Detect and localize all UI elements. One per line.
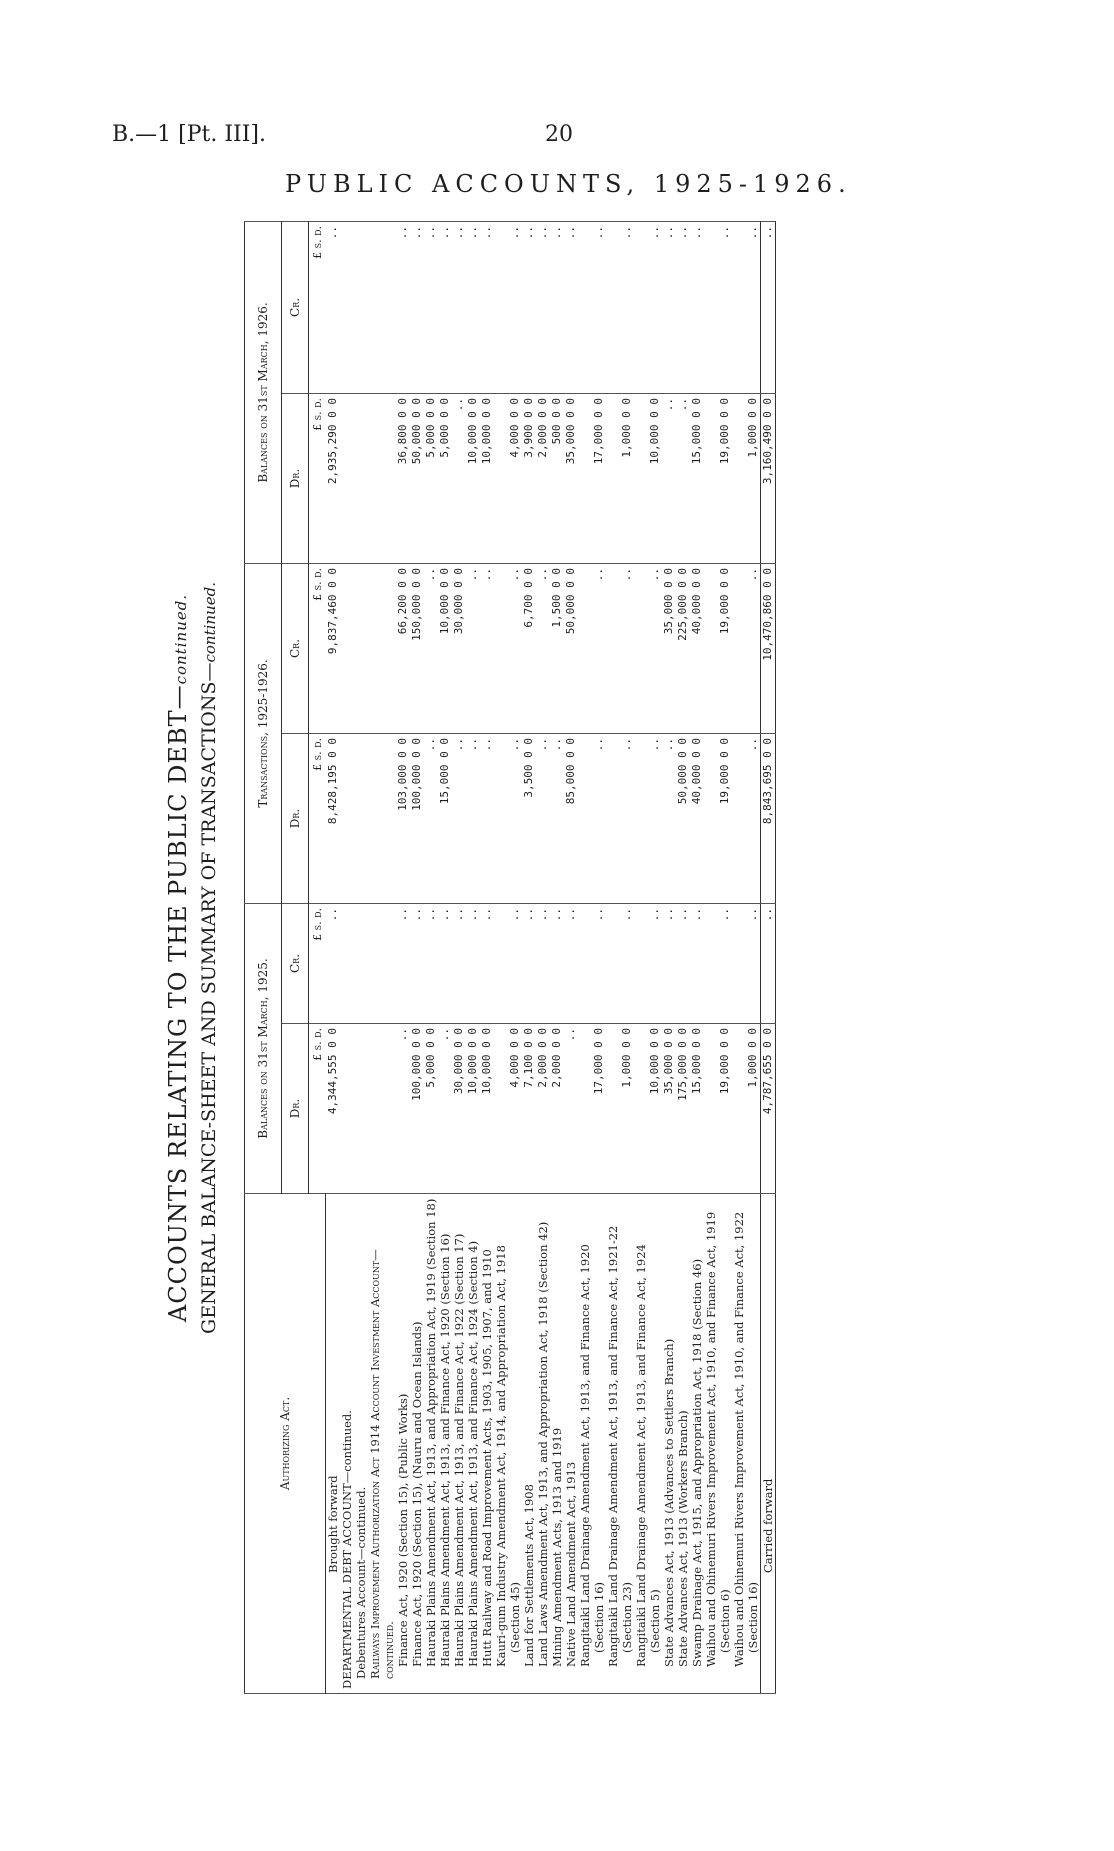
cell-b26dr: 5,000 0 0 — [438, 393, 452, 563]
table-row — [662, 221, 676, 1693]
cell-b26cr: .. — [676, 221, 690, 393]
cell-tdr: 85,000 0 0 — [564, 733, 578, 903]
cell-tcr — [354, 563, 368, 733]
cell-b26dr: 50,000 0 0 — [410, 393, 424, 563]
table-row — [424, 221, 438, 1693]
cell-tdr: .. — [466, 733, 480, 903]
row-act-label: Hauraki Plains Amendment Act, 1913, and Finance Act, 1922 (Section 17) — [452, 1194, 466, 1694]
col-header-dr: Dr. — [282, 393, 309, 563]
cell-tcr: 19,000 0 0 — [704, 563, 732, 733]
cell-b26dr: 35,000 0 0 — [564, 393, 578, 563]
cell-tcr: 1,500 0 0 — [550, 563, 564, 733]
cell-tcr: 40,000 0 0 — [690, 563, 704, 733]
table-row — [536, 221, 550, 1693]
table-row — [396, 221, 410, 1693]
cell-tcr: .. — [494, 563, 522, 733]
cell-tcr: .. — [578, 563, 606, 733]
cell-b25cr: .. — [564, 903, 578, 1023]
cell-b25cr: .. — [760, 903, 775, 1023]
table-row — [410, 221, 424, 1693]
cell-b26cr: .. — [438, 221, 452, 393]
cell-b26cr: .. — [480, 221, 494, 393]
table-row — [578, 221, 606, 1693]
cell-b25cr: .. — [466, 903, 480, 1023]
table-row — [480, 221, 494, 1693]
cell-b26cr: .. — [564, 221, 578, 393]
cell-tdr: 19,000 0 0 — [704, 733, 732, 903]
cell-b25dr — [354, 1024, 368, 1194]
table-subtitle — [198, 222, 220, 1694]
cell-b25dr — [368, 1024, 396, 1194]
cell-b26dr: 10,000 0 0 — [466, 393, 480, 563]
table-row — [452, 221, 466, 1693]
col-header-cr: Cr. — [282, 563, 309, 733]
cell-b25cr: .. — [704, 903, 732, 1023]
cell-b26cr: .. — [578, 221, 606, 393]
cell-b26cr: .. — [760, 221, 775, 393]
cell-b25cr: .. — [325, 903, 340, 1023]
cell-b25cr: .. — [578, 903, 606, 1023]
cell-b25dr — [340, 1024, 354, 1194]
cell-b26cr: .. — [466, 221, 480, 393]
cell-b25dr: 15,000 0 0 — [690, 1024, 704, 1194]
table-row — [732, 221, 761, 1693]
cell-b25cr — [368, 903, 396, 1023]
cell-b26cr: .. — [662, 221, 676, 393]
col-units: £ s. d. — [309, 393, 326, 563]
cell-tdr: .. — [536, 733, 550, 903]
cell-b25cr: .. — [522, 903, 536, 1023]
cell-b26dr: 17,000 0 0 — [578, 393, 606, 563]
cell-b26dr: 2,935,290 0 0 — [325, 393, 340, 563]
table-body — [325, 221, 775, 1693]
table-titles — [160, 222, 240, 1694]
cell-b26cr: .. — [410, 221, 424, 393]
col-header-balances-1926: Balances on 31st March, 1926. — [245, 221, 282, 563]
cell-tdr: .. — [550, 733, 564, 903]
cell-b25dr: 2,000 0 0 — [536, 1024, 550, 1194]
row-act-label: Hutt Railway and Road Improvement Acts, 1903, 1905, 1907, and 1910 — [480, 1194, 494, 1694]
cell-tdr: 50,000 0 0 — [676, 733, 690, 903]
cell-tcr: 10,000 0 0 — [438, 563, 452, 733]
cell-tdr: 103,000 0 0 — [396, 733, 410, 903]
cell-tcr: 50,000 0 0 — [564, 563, 578, 733]
cell-b26cr: .. — [396, 221, 410, 393]
row-act-label: Mining Amendment Acts, 1913 and 1919 — [550, 1194, 564, 1694]
row-act-label: Finance Act, 1920 (Section 15), (Nauru and Ocean Islands) — [410, 1194, 424, 1694]
cell-tdr: .. — [452, 733, 466, 903]
cell-b26dr: 3,160,490 0 0 — [760, 393, 775, 563]
total-row — [760, 221, 775, 1693]
cell-b25dr: 17,000 0 0 — [578, 1024, 606, 1194]
cell-b25cr: .. — [424, 903, 438, 1023]
cell-b25dr: 5,000 0 0 — [424, 1024, 438, 1194]
cell-b25dr: 4,787,655 0 0 — [760, 1024, 775, 1194]
row-act-label: Kauri-gum Industry Amendment Act, 1914, and Appropriation Act, 1918 (Section 45) — [494, 1194, 522, 1694]
cell-tcr: .. — [480, 563, 494, 733]
cell-b25dr: 2,000 0 0 — [550, 1024, 564, 1194]
cell-b25cr: .. — [662, 903, 676, 1023]
cell-b25cr: .. — [438, 903, 452, 1023]
cell-b26cr: .. — [325, 221, 340, 393]
row-act-label: Swamp Drainage Act, 1915, and Appropriation Act, 1918 (Section 46) — [690, 1194, 704, 1694]
cell-tdr — [340, 733, 354, 903]
cell-b25cr: .. — [550, 903, 564, 1023]
cell-tcr: .. — [424, 563, 438, 733]
row-act-label: Finance Act, 1920 (Section 15), (Public Works) — [396, 1194, 410, 1694]
table-row — [438, 221, 452, 1693]
cell-b26dr: 5,000 0 0 — [424, 393, 438, 563]
col-units: £ s. d. — [309, 221, 326, 393]
cell-tdr: .. — [480, 733, 494, 903]
rotated-table-container — [160, 222, 1000, 1694]
table-row — [340, 221, 354, 1693]
cell-tdr: 40,000 0 0 — [690, 733, 704, 903]
cell-tdr: .. — [606, 733, 634, 903]
row-act-label: Debentures Account—continued. — [354, 1194, 368, 1694]
cell-tdr: 100,000 0 0 — [410, 733, 424, 903]
cell-tdr: 15,000 0 0 — [438, 733, 452, 903]
cell-b26dr: 2,000 0 0 — [536, 393, 550, 563]
row-act-label: State Advances Act, 1913 (Workers Branch) — [676, 1194, 690, 1694]
cell-b26cr — [340, 221, 354, 393]
cell-tcr: .. — [732, 563, 761, 733]
cell-b25dr: 1,000 0 0 — [606, 1024, 634, 1194]
row-act-label: Hauraki Plains Amendment Act, 1913, and Finance Act, 1924 (Section 4) — [466, 1194, 480, 1694]
table-row — [368, 221, 396, 1693]
cell-b25cr — [354, 903, 368, 1023]
cell-tcr: 10,470,860 0 0 — [760, 563, 775, 733]
table-subtitle-suffix: continued. — [201, 582, 219, 663]
cell-b25dr: 7,100 0 0 — [522, 1024, 536, 1194]
cell-b26dr: 15,000 0 0 — [690, 393, 704, 563]
col-header-balances-1925: Balances on 31st March, 1925. — [245, 903, 282, 1193]
cell-tcr: .. — [536, 563, 550, 733]
col-header-act: Authorizing Act. — [245, 1194, 326, 1694]
cell-b26dr — [368, 393, 396, 563]
table-row — [354, 221, 368, 1693]
col-units: £ s. d. — [309, 563, 326, 733]
cell-b26dr: .. — [452, 393, 466, 563]
table-row — [704, 221, 732, 1693]
cell-b26dr: .. — [662, 393, 676, 563]
row-act-label: Waihou and Ohinemuri Rivers Improvement Act, 1910, and Finance Act, 1919 (Section 6) — [704, 1194, 732, 1694]
row-act-label: Waihou and Ohinemuri Rivers Improvement Act, 1910, and Finance Act, 1922 (Section 16) — [732, 1194, 761, 1694]
cell-tdr — [368, 733, 396, 903]
cell-tdr: .. — [662, 733, 676, 903]
cell-b25cr: .. — [396, 903, 410, 1023]
row-act-label: Brought forward — [325, 1194, 340, 1694]
cell-b25cr — [340, 903, 354, 1023]
table-row — [494, 221, 522, 1693]
table-row — [522, 221, 536, 1693]
cell-tdr: .. — [578, 733, 606, 903]
cell-b26dr: 1,000 0 0 — [606, 393, 634, 563]
cell-b25dr: 10,000 0 0 — [634, 1024, 662, 1194]
cell-tdr: 3,500 0 0 — [522, 733, 536, 903]
cell-tcr: 6,700 0 0 — [522, 563, 536, 733]
table-row — [550, 221, 564, 1693]
cell-b25dr: 100,000 0 0 — [410, 1024, 424, 1194]
cell-tcr: .. — [634, 563, 662, 733]
col-units: £ s. d. — [309, 1024, 326, 1194]
cell-b25dr: 10,000 0 0 — [480, 1024, 494, 1194]
cell-tcr — [368, 563, 396, 733]
cell-tcr: 9,837,460 0 0 — [325, 563, 340, 733]
col-units: £ s. d. — [309, 733, 326, 903]
table-subtitle-main: GENERAL BALANCE-SHEET AND SUMMARY OF TRANSACTIONS— — [198, 662, 220, 1334]
cell-b25dr: 30,000 0 0 — [452, 1024, 466, 1194]
cell-b26dr — [340, 393, 354, 563]
table-row — [690, 221, 704, 1693]
cell-b25dr: 1,000 0 0 — [732, 1024, 761, 1194]
document-reference: B.—1 [Pt. III]. — [112, 122, 267, 147]
table-row — [676, 221, 690, 1693]
table-title-main: ACCOUNTS RELATING TO THE PUBLIC DEBT— — [164, 684, 192, 1323]
cell-b25dr: 4,344,555 0 0 — [325, 1024, 340, 1194]
page-number: 20 — [545, 122, 573, 147]
row-act-label: DEPARTMENTAL DEBT ACCOUNT—continued. — [340, 1194, 354, 1694]
cell-b25cr: .. — [410, 903, 424, 1023]
row-act-label: Hauraki Plains Amendment Act, 1913, and Finance Act, 1920 (Section 16) — [438, 1194, 452, 1694]
cell-b25dr: .. — [438, 1024, 452, 1194]
cell-b26dr: 10,000 0 0 — [480, 393, 494, 563]
cell-b26cr: .. — [732, 221, 761, 393]
cell-b25dr: 35,000 0 0 — [662, 1024, 676, 1194]
row-act-label: Land for Settlements Act, 1908 — [522, 1194, 536, 1694]
cell-b26dr: 1,000 0 0 — [732, 393, 761, 563]
row-act-label: Rangitaiki Land Drainage Amendment Act, 1913, and Finance Act, 1921-22 (Section 23) — [606, 1194, 634, 1694]
cell-b26cr — [354, 221, 368, 393]
cell-b25dr: 10,000 0 0 — [466, 1024, 480, 1194]
cell-b26dr — [354, 393, 368, 563]
cell-b25cr: .. — [536, 903, 550, 1023]
cell-b26cr: .. — [424, 221, 438, 393]
cell-tcr: 150,000 0 0 — [410, 563, 424, 733]
cell-tcr: 66,200 0 0 — [396, 563, 410, 733]
cell-tdr — [354, 733, 368, 903]
col-header-dr: Dr. — [282, 1024, 309, 1194]
cell-tcr: 225,000 0 0 — [676, 563, 690, 733]
cell-tcr: 35,000 0 0 — [662, 563, 676, 733]
table-row — [606, 221, 634, 1693]
cell-b25cr: .. — [606, 903, 634, 1023]
cell-tcr: .. — [466, 563, 480, 733]
cell-tcr: .. — [606, 563, 634, 733]
cell-b25dr: 175,000 0 0 — [676, 1024, 690, 1194]
table-row — [634, 221, 662, 1693]
cell-b26cr: .. — [550, 221, 564, 393]
cell-tdr: 8,428,195 0 0 — [325, 733, 340, 903]
col-header-cr: Cr. — [282, 221, 309, 393]
col-header-cr: Cr. — [282, 903, 309, 1023]
cell-tdr: 8,843,695 0 0 — [760, 733, 775, 903]
table-title-suffix: continued. — [172, 593, 190, 685]
cell-b25cr: .. — [480, 903, 494, 1023]
cell-b25dr: 4,000 0 0 — [494, 1024, 522, 1194]
cell-b25dr: 19,000 0 0 — [704, 1024, 732, 1194]
row-act-label: State Advances Act, 1913 (Advances to Settlers Branch) — [662, 1194, 676, 1694]
page-title: PUBLIC ACCOUNTS, 1925-1926. — [285, 170, 852, 198]
row-act-label: Native Land Amendment Act, 1913 — [564, 1194, 578, 1694]
col-header-transactions: Transactions, 1925-1926. — [245, 563, 282, 903]
row-act-label: Hauraki Plains Amendment Act, 1913, and Appropriation Act, 1919 (Section 18) — [424, 1194, 438, 1694]
cell-b25dr: .. — [396, 1024, 410, 1194]
cell-b25dr: .. — [564, 1024, 578, 1194]
cell-b26cr: .. — [606, 221, 634, 393]
cell-b26dr: 36,800 0 0 — [396, 393, 410, 563]
cell-tdr: .. — [494, 733, 522, 903]
cell-b25cr: .. — [732, 903, 761, 1023]
cell-b26cr: .. — [494, 221, 522, 393]
row-act-label: Land Laws Amendment Act, 1913, and Appropriation Act, 1918 (Section 42) — [536, 1194, 550, 1694]
table-row — [466, 221, 480, 1693]
cell-b26cr: .. — [536, 221, 550, 393]
cell-b25cr: .. — [494, 903, 522, 1023]
cell-b26dr: 3,900 0 0 — [522, 393, 536, 563]
row-act-label: Carried forward — [760, 1194, 775, 1694]
cell-b25cr: .. — [676, 903, 690, 1023]
cell-b26dr: .. — [676, 393, 690, 563]
cell-b25cr: .. — [452, 903, 466, 1023]
cell-b25cr: .. — [634, 903, 662, 1023]
cell-tcr: 30,000 0 0 — [452, 563, 466, 733]
cell-b26cr: .. — [690, 221, 704, 393]
cell-b26dr: 4,000 0 0 — [494, 393, 522, 563]
cell-b26dr: 19,000 0 0 — [704, 393, 732, 563]
balance-sheet-table — [244, 221, 776, 1694]
table-row — [564, 221, 578, 1693]
row-act-label: Rangitaiki Land Drainage Amendment Act, 1913, and Finance Act, 1924 (Section 5) — [634, 1194, 662, 1694]
row-act-label: Railways Improvement Authorization Act 1914 Account Investment Account—continued. — [368, 1194, 396, 1694]
table-row — [325, 221, 340, 1693]
cell-b26dr: 10,000 0 0 — [634, 393, 662, 563]
cell-tdr: .. — [634, 733, 662, 903]
table-title — [164, 222, 192, 1694]
cell-b26cr — [368, 221, 396, 393]
cell-b25cr: .. — [690, 903, 704, 1023]
col-header-dr: Dr. — [282, 733, 309, 903]
cell-tdr: .. — [732, 733, 761, 903]
col-units: £ s. d. — [309, 903, 326, 1023]
cell-tcr — [340, 563, 354, 733]
cell-b26cr: .. — [704, 221, 732, 393]
cell-b26dr: 500 0 0 — [550, 393, 564, 563]
cell-tdr: .. — [424, 733, 438, 903]
cell-b26cr: .. — [452, 221, 466, 393]
cell-b26cr: .. — [522, 221, 536, 393]
row-act-label: Rangitaiki Land Drainage Amendment Act, 1913, and Finance Act, 1920 (Section 16) — [578, 1194, 606, 1694]
cell-b26cr: .. — [634, 221, 662, 393]
